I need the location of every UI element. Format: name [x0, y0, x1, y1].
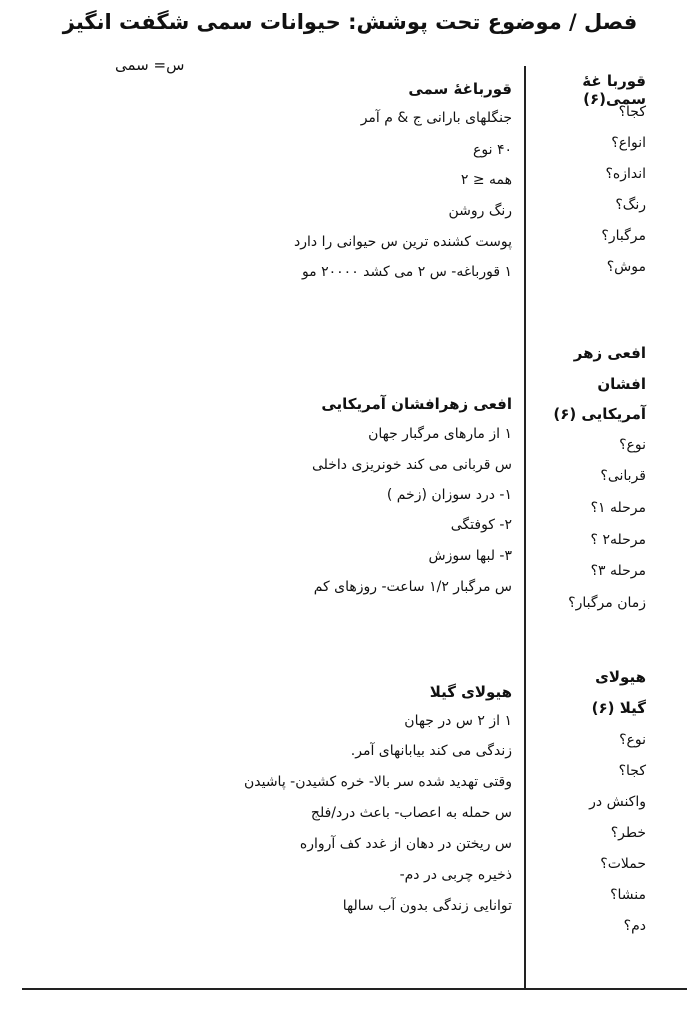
note-line: پوست کشنده ترین س حیوانی را دارد [294, 234, 512, 250]
cue-question: نوع؟ [619, 437, 646, 453]
cue-question: زمان مرگبار؟ [568, 595, 646, 611]
note-line: ۱- درد سوزان (زخم ) [386, 487, 512, 503]
note-line: س قربانی می کند خونریزی داخلی [311, 457, 512, 473]
cue-question: منشا؟ [610, 887, 646, 903]
note-line: جنگلهای بارانی ج & م آمر [360, 110, 512, 126]
note-heading: افعی زهرافشان آمریکایی [321, 395, 512, 413]
legend-note: س= سمی [115, 56, 185, 74]
cue-question: مرحله ۳؟ [590, 563, 646, 579]
cue-question: کجا؟ [618, 104, 646, 120]
note-line: ذخیره چربی در دم- [399, 867, 512, 883]
cue-question: حملات؟ [600, 856, 646, 872]
note-line: ۱ از ۲ س در جهان [404, 713, 512, 729]
cue-heading: افشان [597, 375, 646, 393]
note-heading: قورباغهٔ سمی [408, 80, 512, 98]
summary-divider [22, 988, 687, 990]
note-line: ۱ از مارهای مرگبار جهان [368, 426, 512, 442]
cue-heading: قوربا غهٔ سمی(۶) [582, 72, 646, 108]
note-line: ۲- کوفتگی [450, 517, 512, 533]
note-line: ۱ قورباغه- س ۲ می کشد ۲۰۰۰۰ مو [301, 264, 512, 280]
cue-question: قربانی؟ [600, 468, 646, 484]
note-heading: هیولای گیلا [429, 683, 512, 701]
column-divider [524, 66, 526, 988]
note-line: س مرگبار ۱/۲ ساعت- روزهای کم [313, 579, 512, 595]
note-line: زندگی می کند بیابانهای آمر. [350, 743, 512, 759]
note-line: س حمله به اعصاب- باعث درد/فلج [310, 805, 512, 821]
cue-question: دم؟ [623, 918, 646, 934]
cue-question: اندازه؟ [605, 166, 646, 182]
cue-heading: گیلا (۶) [591, 699, 646, 717]
note-line: ۴۰ نوع [473, 142, 512, 158]
cue-question: مرگبار؟ [601, 228, 646, 244]
cue-question: خطر؟ [610, 825, 646, 841]
cue-question: رنگ؟ [615, 197, 646, 213]
page-title: فصل / موضوع تحت پوشش: حیوانات سمی شگفت انگیز [62, 10, 638, 34]
cue-heading: هیولای [595, 668, 646, 686]
note-line: س ریختن در دهان از غدد کف آرواره [299, 836, 512, 852]
cue-question: واکنش در [589, 794, 646, 810]
cue-question: موش؟ [606, 259, 646, 275]
cue-question: مرحله۲ ؟ [590, 532, 646, 548]
cue-question: مرحله ۱؟ [590, 500, 646, 516]
note-line: توانایی زندگی بدون آب سالها [342, 898, 512, 914]
cue-question: نوع؟ [619, 732, 646, 748]
note-line: وقتی تهدید شده سر بالا- خره کشیدن- پاشیدن [243, 774, 512, 790]
cue-heading: آمریکایی (۶) [553, 405, 646, 423]
note-line: ۳- لبها سوزش [428, 548, 512, 564]
cue-question: انواع؟ [611, 135, 646, 151]
cue-heading: افعی زهر [573, 344, 646, 362]
note-line: همه ≤ ۲ [460, 172, 512, 188]
cue-question: کجا؟ [618, 763, 646, 779]
note-line: رنگ روشن [448, 203, 512, 219]
